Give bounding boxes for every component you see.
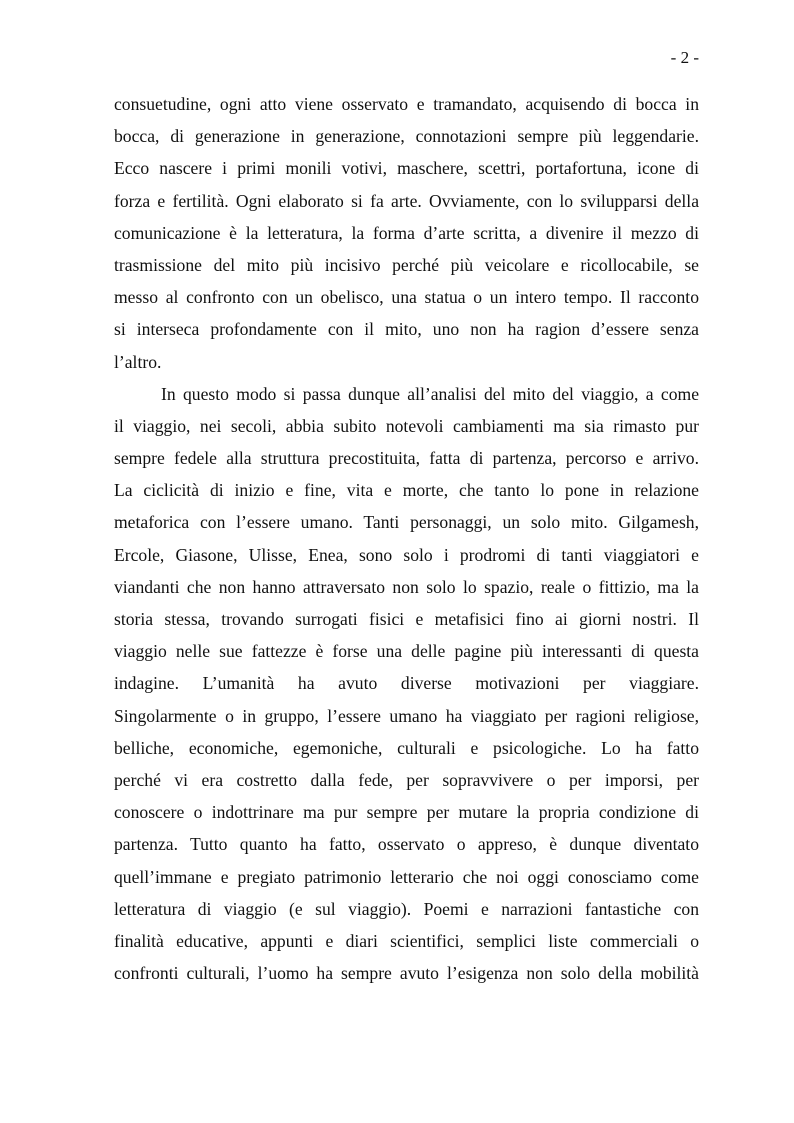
text-line: messo al confronto con un obelisco, una statua o un intero tempo. Il racconto xyxy=(114,287,699,308)
text-line: storia stessa, trovando surrogati fisici e metafisici fino ai giorni nostri. Il xyxy=(114,609,699,629)
text-line: si interseca profondamente con il mito, uno non ha ragion d’essere senza xyxy=(114,319,699,340)
text-line: Ercole, Giasone, Ulisse, Enea, sono solo i prodromi di tanti viaggiatori e xyxy=(114,544,699,565)
paragraph-1 xyxy=(114,88,699,378)
text-line: conoscere o indottrinare ma pur sempre per mutare la propria condizione di xyxy=(114,802,699,823)
page-number: - 2 - xyxy=(670,48,699,67)
text-line: belliche, economiche, egemoniche, culturali e psicologiche. Lo ha fatto xyxy=(114,737,699,758)
text-line: sempre fedele alla struttura precostituita, fatta di partenza, percorso e arrivo. xyxy=(114,448,699,469)
text-line: confronti culturali, l’uomo ha sempre avuto l’esigenza non solo della mobilità xyxy=(114,963,699,984)
text-line: indagine. L’umanità ha avuto diverse motivazioni per viaggiare. xyxy=(114,673,699,694)
text-line: finalità educative, appunti e diari scientifici, semplici liste commerciali o xyxy=(114,930,699,951)
text-line: In questo modo si passa dunque all’analisi del mito del viaggio, a come xyxy=(161,383,699,404)
text-line: l’altro. xyxy=(114,351,162,372)
text-line: bocca, di generazione in generazione, connotazioni sempre più leggendarie. xyxy=(114,126,699,147)
body-text xyxy=(114,88,699,989)
paragraph-2 xyxy=(114,378,699,990)
text-line: Ecco nascere i primi monili votivi, maschere, scettri, portafortuna, icone di xyxy=(114,158,699,179)
text-line: trasmissione del mito più incisivo perché più veicolare e ricollocabile, se xyxy=(114,254,699,275)
text-line: quell’immane e pregiato patrimonio letterario che noi oggi conosciamo come xyxy=(114,866,699,887)
text-line: viandanti che non hanno attraversato non solo lo spazio, reale o fittizio, ma la xyxy=(114,576,699,597)
text-line: consuetudine, ogni atto viene osservato e tramandato, acquisendo di bocca in xyxy=(114,94,699,114)
text-line: metaforica con l’essere umano. Tanti personaggi, un solo mito. Gilgamesh, xyxy=(114,512,699,533)
text-line: comunicazione è la letteratura, la forma d’arte scritta, a divenire il mezzo di xyxy=(114,222,699,243)
text-line: il viaggio, nei secoli, abbia subito notevoli cambiamenti ma sia rimasto pur xyxy=(114,415,699,436)
text-line: perché vi era costretto dalla fede, per sopravvivere o per imporsi, per xyxy=(114,769,699,790)
text-line: letteratura di viaggio (e sul viaggio). Poemi e narrazioni fantastiche con xyxy=(114,898,699,919)
text-line: Singolarmente o in gruppo, l’essere umano ha viaggiato per ragioni religiose, xyxy=(114,705,699,726)
text-line: La ciclicità di inizio e fine, vita e morte, che tanto lo pone in relazione xyxy=(114,480,699,501)
text-line: viaggio nelle sue fattezze è forse una delle pagine più interessanti di questa xyxy=(114,641,699,662)
text-line: forza e fertilità. Ogni elaborato si fa arte. Ovviamente, con lo svilupparsi della xyxy=(114,190,699,211)
text-line: partenza. Tutto quanto ha fatto, osservato o appreso, è dunque diventato xyxy=(114,834,699,855)
